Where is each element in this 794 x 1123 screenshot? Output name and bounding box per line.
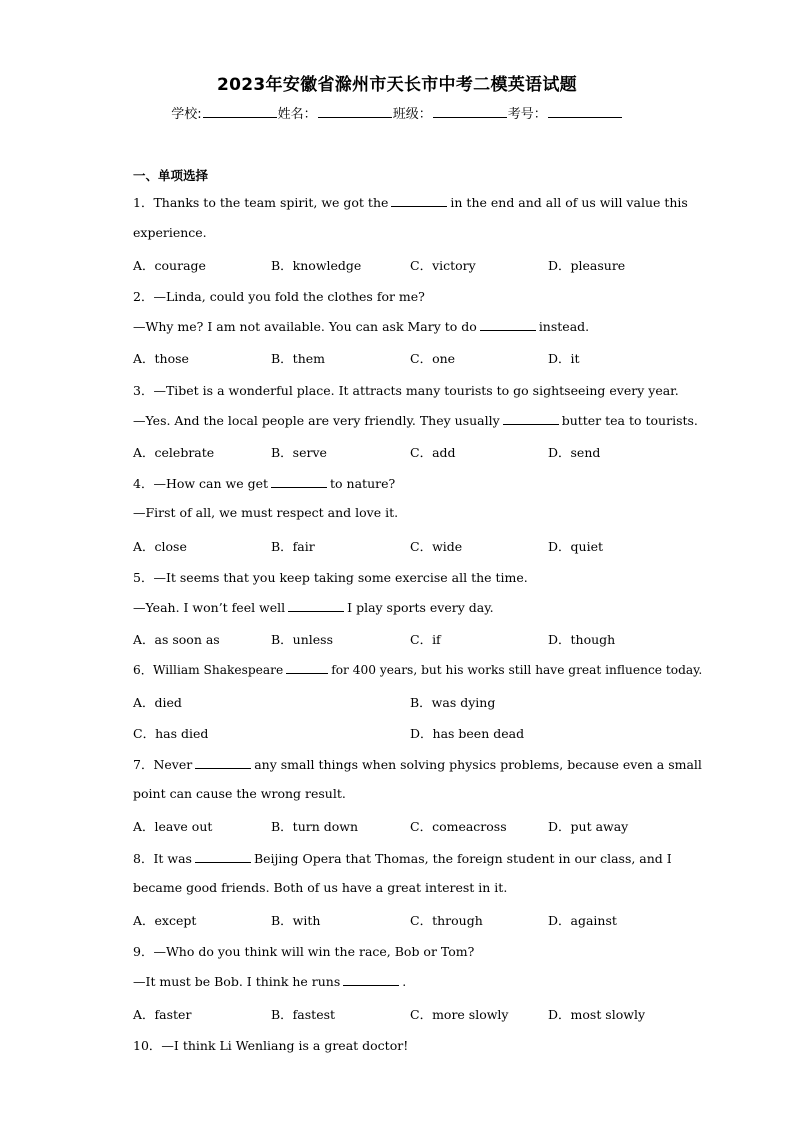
q1-option-b[interactable]: B．knowledge	[271, 258, 362, 273]
student-info-line	[0, 103, 794, 122]
name-label: 姓名：	[277, 107, 317, 122]
school-label: 学校:	[171, 107, 202, 122]
q4-text-post: to nature?	[330, 476, 396, 491]
q3-option-b[interactable]: B．serve	[271, 445, 327, 460]
q4-option-b[interactable]: B．fair	[271, 539, 315, 554]
q6-text-post: for 400 years, but his works still have great influence today.	[331, 663, 703, 677]
q4-blank[interactable]	[271, 475, 327, 488]
q6-blank[interactable]	[286, 661, 328, 674]
q5-text-pre: —Yeah. I won’t feel well	[133, 600, 286, 615]
q2-option-c[interactable]: C．one	[410, 351, 456, 366]
q3-option-a[interactable]: A．celebrate	[133, 445, 215, 460]
q2-text-pre: —Why me? I am not available. You can ask Mary to do	[133, 319, 477, 334]
school-blank[interactable]	[203, 104, 277, 118]
q1-option-c[interactable]: C．victory	[410, 258, 476, 273]
question-2: 2．—Linda, could you fold the clothes for me?	[133, 289, 425, 304]
q3-line-2	[133, 412, 698, 428]
q7-option-a[interactable]: A．leave out	[133, 819, 213, 834]
q1-text-post: in the end and all of us will value this	[450, 195, 688, 210]
q8-text-post: Beijing Opera that Thomas, the foreign student in our class, and I	[253, 851, 672, 866]
q7-continuation: point can cause the wrong result.	[133, 786, 346, 801]
section-heading: 一、单项选择	[133, 168, 209, 183]
question-8	[133, 849, 672, 867]
q9-line-2	[133, 973, 406, 989]
q1-blank[interactable]	[391, 194, 447, 207]
number-blank[interactable]	[548, 104, 622, 118]
q5-line-2	[133, 599, 494, 615]
q6-text-pre: 6．William Shakespeare	[133, 663, 284, 677]
question-4	[133, 474, 395, 492]
q9-option-a[interactable]: A．faster	[133, 1007, 192, 1022]
q2-option-a[interactable]: A．those	[133, 351, 189, 366]
q4-line-2: —First of all, we must respect and love it.	[133, 505, 399, 520]
q4-option-a[interactable]: A．close	[133, 539, 187, 554]
q6-option-c[interactable]: C．has died	[133, 726, 209, 741]
q2-option-d[interactable]: D．it	[548, 351, 580, 366]
q5-option-a[interactable]: A．as soon as	[133, 632, 220, 647]
q8-continuation: became good friends. Both of us have a great interest in it.	[133, 880, 508, 895]
q6-option-d[interactable]: D．has been dead	[410, 726, 525, 741]
q5-option-b[interactable]: B．unless	[271, 632, 334, 647]
question-5: 5．—It seems that you keep taking some exercise all the time.	[133, 570, 528, 585]
q9-option-b[interactable]: B．fastest	[271, 1007, 336, 1022]
question-3: 3．—Tibet is a wonderful place. It attracts many tourists to go sightseeing every year.	[133, 383, 679, 398]
name-blank[interactable]	[318, 104, 392, 118]
q8-blank[interactable]	[195, 850, 251, 863]
q8-option-b[interactable]: B．with	[271, 913, 321, 928]
q3-option-c[interactable]: C．add	[410, 445, 456, 460]
q7-option-b[interactable]: B．turn down	[271, 819, 359, 834]
q9-text-post: .	[402, 974, 407, 989]
q5-text-post: I play sports every day.	[347, 600, 494, 615]
q2-option-b[interactable]: B．them	[271, 351, 326, 366]
question-7	[133, 755, 702, 773]
class-blank[interactable]	[433, 104, 507, 118]
q7-option-c[interactable]: C．comeacross	[410, 819, 507, 834]
q8-text-pre: 8．It was	[133, 851, 192, 866]
q7-text-pre: 7．Never	[133, 757, 193, 772]
question-6	[133, 661, 702, 678]
q1-text-pre: 1．Thanks to the team spirit, we got the	[133, 195, 389, 210]
q2-line-2	[133, 318, 589, 334]
q7-blank[interactable]	[195, 756, 251, 769]
q3-text-post: butter tea to tourists.	[561, 413, 698, 428]
q6-option-a[interactable]: A．died	[133, 695, 182, 710]
q9-blank[interactable]	[343, 973, 399, 986]
q1-continuation: experience.	[133, 225, 207, 240]
q3-blank[interactable]	[503, 412, 559, 425]
number-label: 考号：	[507, 107, 547, 122]
q2-text-post: instead.	[538, 319, 590, 334]
q6-option-b[interactable]: B．was dying	[410, 695, 496, 710]
question-9: 9．—Who do you think will win the race, Bob or Tom?	[133, 944, 475, 959]
q3-option-d[interactable]: D．send	[548, 445, 601, 460]
page-title: 2023年安徽省滁州市天长市中考二模英语试题	[217, 75, 577, 95]
q4-option-d[interactable]: D．quiet	[548, 539, 603, 554]
question-10: 10．—I think Li Wenliang is a great doctor!	[133, 1038, 409, 1053]
q9-option-d[interactable]: D．most slowly	[548, 1007, 646, 1022]
class-label: 班级：	[392, 107, 432, 122]
question-1	[133, 193, 688, 211]
q5-option-d[interactable]: D．though	[548, 632, 616, 647]
q3-text-pre: —Yes. And the local people are very friendly. They usually	[133, 413, 500, 428]
q7-text-post: any small things when solving physics problems, because even a small	[254, 757, 702, 772]
q5-option-c[interactable]: C．if	[410, 632, 441, 647]
q5-blank[interactable]	[288, 599, 344, 612]
q1-option-d[interactable]: D．pleasure	[548, 258, 626, 273]
q8-option-c[interactable]: C．through	[410, 913, 483, 928]
q8-option-d[interactable]: D．against	[548, 913, 617, 928]
q4-text-pre: 4．—How can we get	[133, 476, 269, 491]
q8-option-a[interactable]: A．except	[133, 913, 197, 928]
q4-option-c[interactable]: C．wide	[410, 539, 463, 554]
q9-option-c[interactable]: C．more slowly	[410, 1007, 509, 1022]
q1-option-a[interactable]: A．courage	[133, 258, 206, 273]
q9-text-pre: —It must be Bob. I think he runs	[133, 974, 341, 989]
q2-blank[interactable]	[480, 318, 536, 331]
q7-option-d[interactable]: D．put away	[548, 819, 629, 834]
